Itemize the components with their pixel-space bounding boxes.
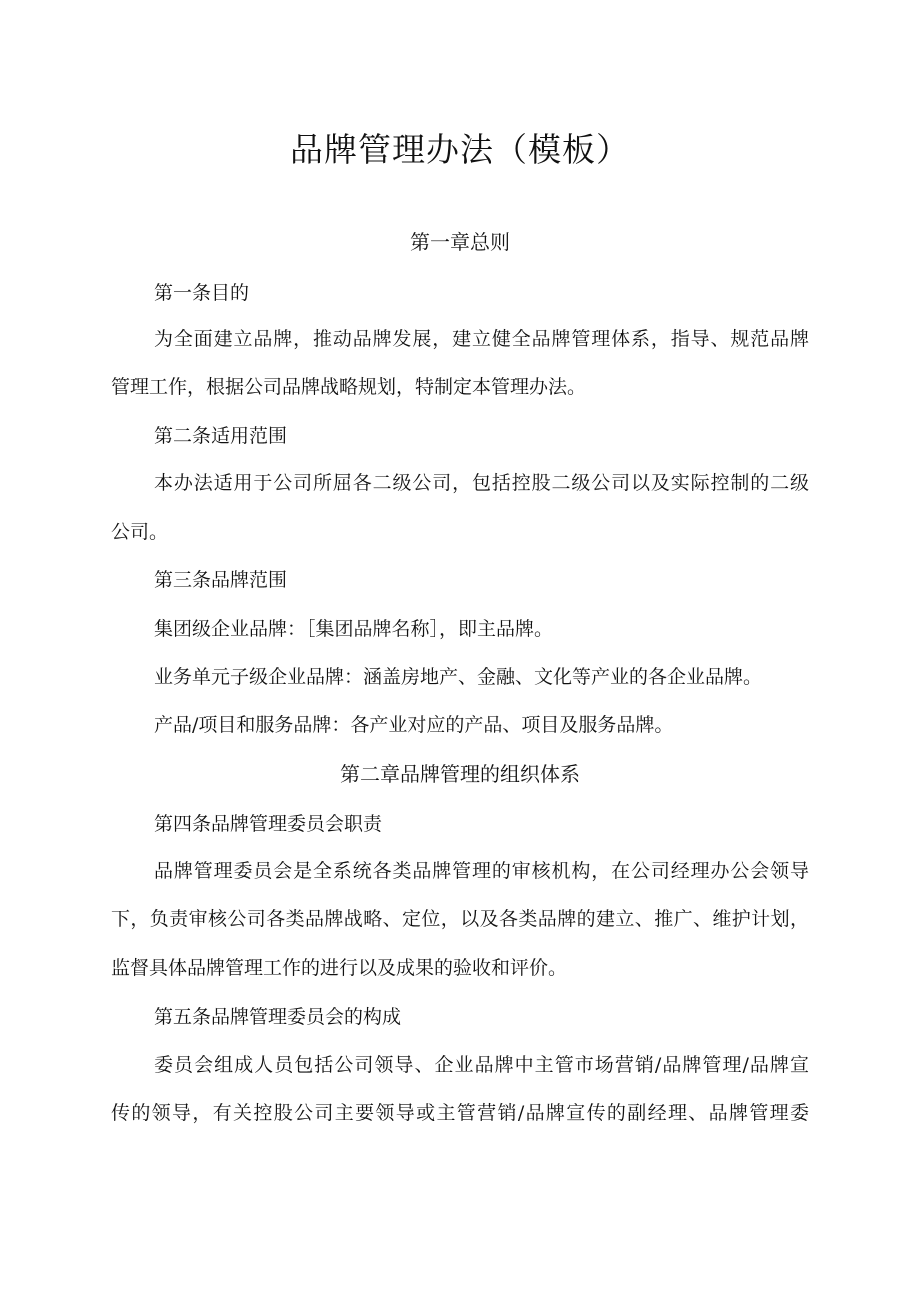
article-2-line-1: 本办法适用于公司所屈各二级公司，包括控股二级公司以及实际控制的二级 [154, 472, 809, 494]
article-heading-5: 第五条品牌管理委员会的构成 [154, 1006, 402, 1028]
article-3-line-1: 集团级企业品牌：［集团品牌名称］，即主品牌。 [154, 618, 554, 640]
article-1-line-1: 为全面建立品牌，推动品牌发展，建立健全品牌管理体系，指导、规范品牌 [154, 328, 809, 350]
article-3-line-3: 产品/项目和服务品牌：各产业对应的产品、项目及服务品牌。 [154, 714, 674, 736]
document-title: 品牌管理办法（模板） [290, 130, 630, 169]
article-5-line-1: 委员会组成人员包括公司领导、企业品牌中主管市场营销/品牌管理/品牌宣 [154, 1054, 809, 1076]
article-heading-4: 第四条品牌管理委员会职责 [154, 813, 383, 835]
chapter-heading-1: 第一章总则 [410, 230, 510, 254]
chapter-heading-2: 第二章品牌管理的组织体系 [340, 762, 580, 786]
article-4-line-2: 下，负责审核公司各类品牌战略、定位，以及各类品牌的建立、推广、维护计划， [111, 908, 809, 930]
article-5-line-2: 传的领导，有关控股公司主要领导或主管营销/品牌宣传的副经理、品牌管理委 [111, 1102, 809, 1124]
article-3-line-2: 业务单元子级企业品牌：涵盖房地产、金融、文化等产业的各企业品牌。 [154, 666, 763, 688]
article-1-line-2: 管理工作，根据公司品牌战略规划，特制定本管理办法。 [111, 376, 587, 398]
article-4-line-3: 监督具体品牌管理工作的进行以及成果的验收和评价。 [111, 957, 568, 979]
article-heading-1: 第一条目的 [154, 282, 250, 304]
article-2-line-2: 公司。 [111, 521, 169, 543]
article-heading-3: 第三条品牌范围 [154, 569, 288, 591]
article-4-line-1: 品牌管理委员会是全系统各类品牌管理的审核机构，在公司经理办公会领导 [154, 860, 809, 882]
article-heading-2: 第二条适用范围 [154, 425, 288, 447]
